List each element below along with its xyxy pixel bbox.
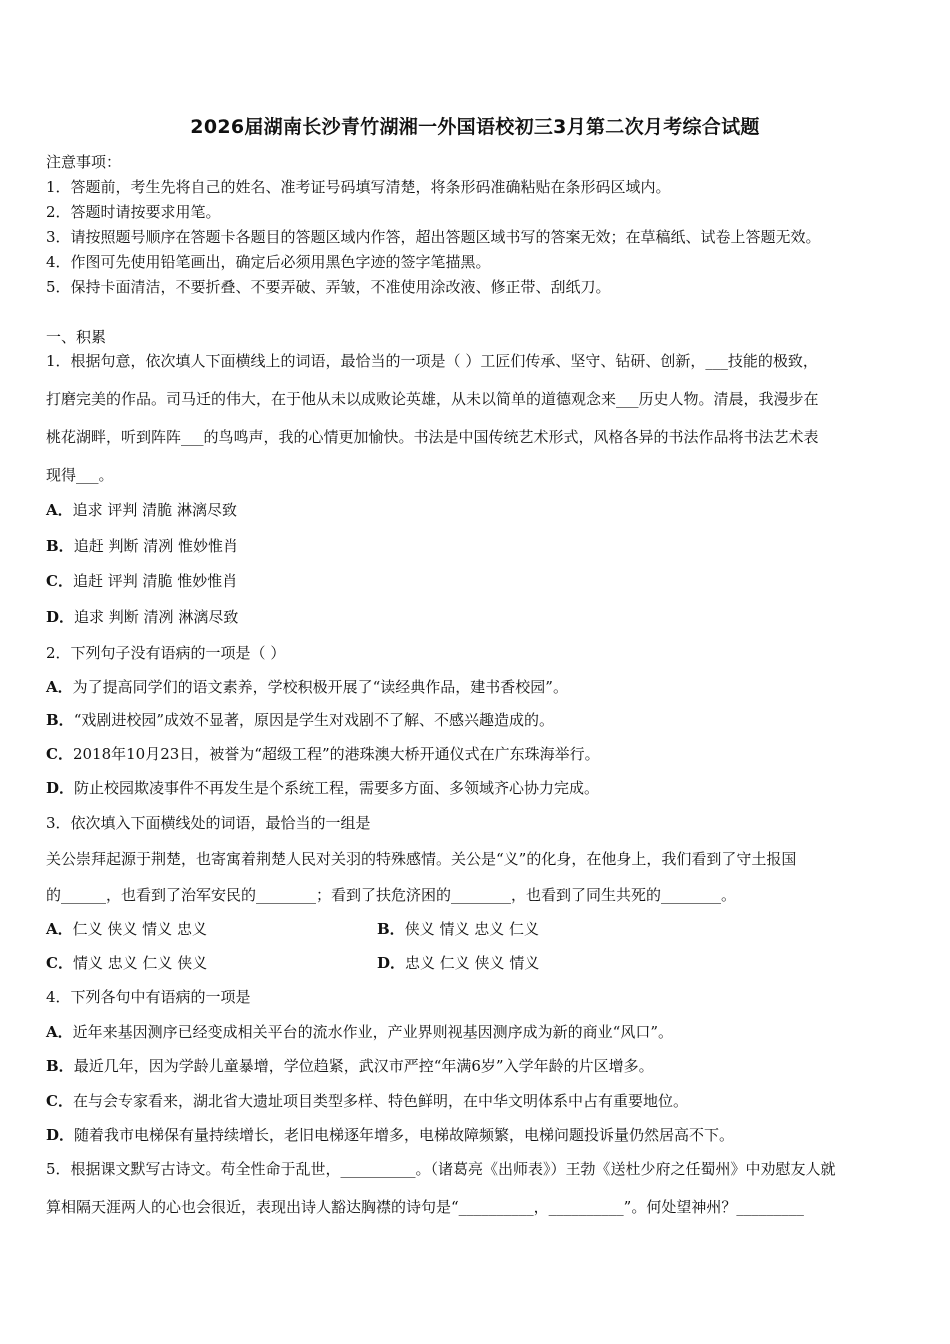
page-title: 2026届湖南长沙青竹湖湘一外国语校初三3月第二次月考综合试题 <box>190 116 760 138</box>
q1-stem-line-2: 打磨完美的作品。司马迁的伟大，在于他从未以成败论英雄，从未以简单的道德观念来___历史人物。清晨，我漫步在 <box>46 390 819 408</box>
q4-option-c <box>46 1091 688 1111</box>
q3-option-a <box>46 919 207 939</box>
q4-option-b <box>46 1056 654 1076</box>
notice-heading: 注意事项： <box>46 153 122 171</box>
option-text: “戏剧进校园”成效不显著，原因是学生对戏剧不了解、不感兴趣造成的。 <box>73 711 555 729</box>
q1-stem-line-1: 1．根据句意，依次填人下面横线上的词语，最恰当的一项是（ ）工匠们传承、坚守、钻研、创新，___技能的极致， <box>46 352 818 370</box>
q1-option-b <box>46 536 238 556</box>
option-text: 仁义 侠义 情义 忠义 <box>72 920 207 938</box>
option-key: B． <box>46 537 74 555</box>
option-key: C． <box>46 1092 73 1110</box>
option-key: B． <box>377 920 405 938</box>
q2-option-c <box>46 744 600 764</box>
q1-stem-line-3: 桃花湖畔，听到阵阵___的鸟鸣声，我的心情更加愉快。书法是中国传统艺术形式，风格各异的书法作品将书法艺术表 <box>46 428 819 446</box>
option-text: 在与会专家看来，湖北省大遗址项目类型多样、特色鲜明，在中华文明体系中占有重要地位。 <box>72 1092 688 1110</box>
option-text: 情义 忠义 仁义 侠义 <box>72 954 208 972</box>
option-key: C． <box>46 745 73 763</box>
option-text: 防止校园欺凌事件不再发生是个系统工程，需要多方面、多领域齐心协力完成。 <box>74 779 600 797</box>
q3-stem: 3．依次填入下面横线处的词语，最恰当的一组是 <box>46 814 371 832</box>
option-text: 追赶 判断 清冽 惟妙惟肖 <box>73 537 238 555</box>
q4-option-a <box>46 1022 673 1042</box>
q2-option-b <box>46 710 554 730</box>
q5-stem-line-2: 算相隔天涯两人的心也会很近，表现出诗人豁达胸襟的诗句是“__________，__________”。何处望神州？_________ <box>46 1198 804 1216</box>
option-text: 忠义 仁义 侠义 情义 <box>405 954 540 972</box>
option-text: 追赶 评判 清脆 惟妙惟肖 <box>72 572 238 590</box>
option-key: A． <box>46 501 73 519</box>
q3-option-b <box>377 919 539 939</box>
option-text: 近年来基因测序已经变成相关平台的流水作业，产业界则视基因测序成为新的商业“风口”。 <box>72 1023 673 1041</box>
q4-option-d <box>46 1125 734 1145</box>
q4-stem: 4．下列各句中有语病的一项是 <box>46 988 251 1006</box>
notice-item-5: 5．保持卡面清洁，不要折叠、不要弄破、弄皱，不准使用涂改液、修正带、刮纸刀。 <box>46 278 611 296</box>
notice-item-2: 2．答题时请按要求用笔。 <box>46 203 221 221</box>
option-key: D． <box>377 954 406 972</box>
option-key: D． <box>46 779 75 797</box>
q3-passage-line-2: 的______，也看到了治军安民的________；看到了扶危济困的________，也看到了同生共死的________。 <box>46 886 737 904</box>
notice-item-1: 1．答题前，考生先将自己的姓名、准考证号码填写清楚，将条形码准确粘贴在条形码区域内。 <box>46 178 671 196</box>
option-key: A． <box>46 920 73 938</box>
option-text: 最近几年，因为学龄儿童暴增，学位趋紧，武汉市严控“年满6岁”入学年龄的片区增多。 <box>73 1057 654 1075</box>
option-key: D． <box>46 608 75 626</box>
option-key: C． <box>46 572 73 590</box>
option-key: B． <box>46 711 74 729</box>
q5-stem-line-1: 5．根据课文默写古诗文。苟全性命于乱世，__________。（诸葛亮《出师表》）王勃《送杜少府之任蜀州》中劝慰友人就 <box>46 1160 836 1178</box>
q3-option-d <box>377 953 539 973</box>
q2-option-d <box>46 778 599 798</box>
option-key: A． <box>46 1023 73 1041</box>
option-text: 为了提高同学们的语文素养，学校积极开展了“读经典作品，建书香校园”。 <box>72 678 568 696</box>
notice-item-4: 4．作图可先使用铅笔画出，确定后必须用黑色字迹的签字笔描黑。 <box>46 253 491 271</box>
q2-stem: 2．下列句子没有语病的一项是（ ） <box>46 644 286 662</box>
q3-passage-line-1: 关公崇拜起源于荆楚，也寄寓着荆楚人民对关羽的特殊感情。关公是“义”的化身，在他身上，我们看到了守土报国 <box>46 850 797 868</box>
option-text: 随着我市电梯保有量持续增长，老旧电梯逐年增多，电梯故障频繁，电梯问题投诉量仍然居高不下。 <box>74 1126 735 1144</box>
option-key: B． <box>46 1057 74 1075</box>
option-text: 2018年10月23日，被誉为“超级工程”的港珠澳大桥开通仪式在广东珠海举行。 <box>72 745 600 763</box>
q1-option-d <box>46 607 238 627</box>
q1-stem-line-4: 现得___。 <box>46 466 114 484</box>
q1-option-c <box>46 571 237 591</box>
option-text: 追求 评判 清脆 淋漓尽致 <box>72 501 237 519</box>
q1-option-a <box>46 500 237 520</box>
option-key: C． <box>46 954 73 972</box>
option-key: D． <box>46 1126 75 1144</box>
option-key: A． <box>46 678 73 696</box>
option-text: 侠义 情义 忠义 仁义 <box>404 920 539 938</box>
q2-option-a <box>46 677 568 697</box>
notice-item-3: 3．请按照题号顺序在答题卡各题目的答题区域内作答，超出答题区域书写的答案无效；在草稿纸、试卷上答题无效。 <box>46 228 821 246</box>
section-heading: 一、积累 <box>46 328 107 346</box>
option-text: 追求 判断 清冽 淋漓尽致 <box>74 608 239 626</box>
q3-option-c <box>46 953 207 973</box>
